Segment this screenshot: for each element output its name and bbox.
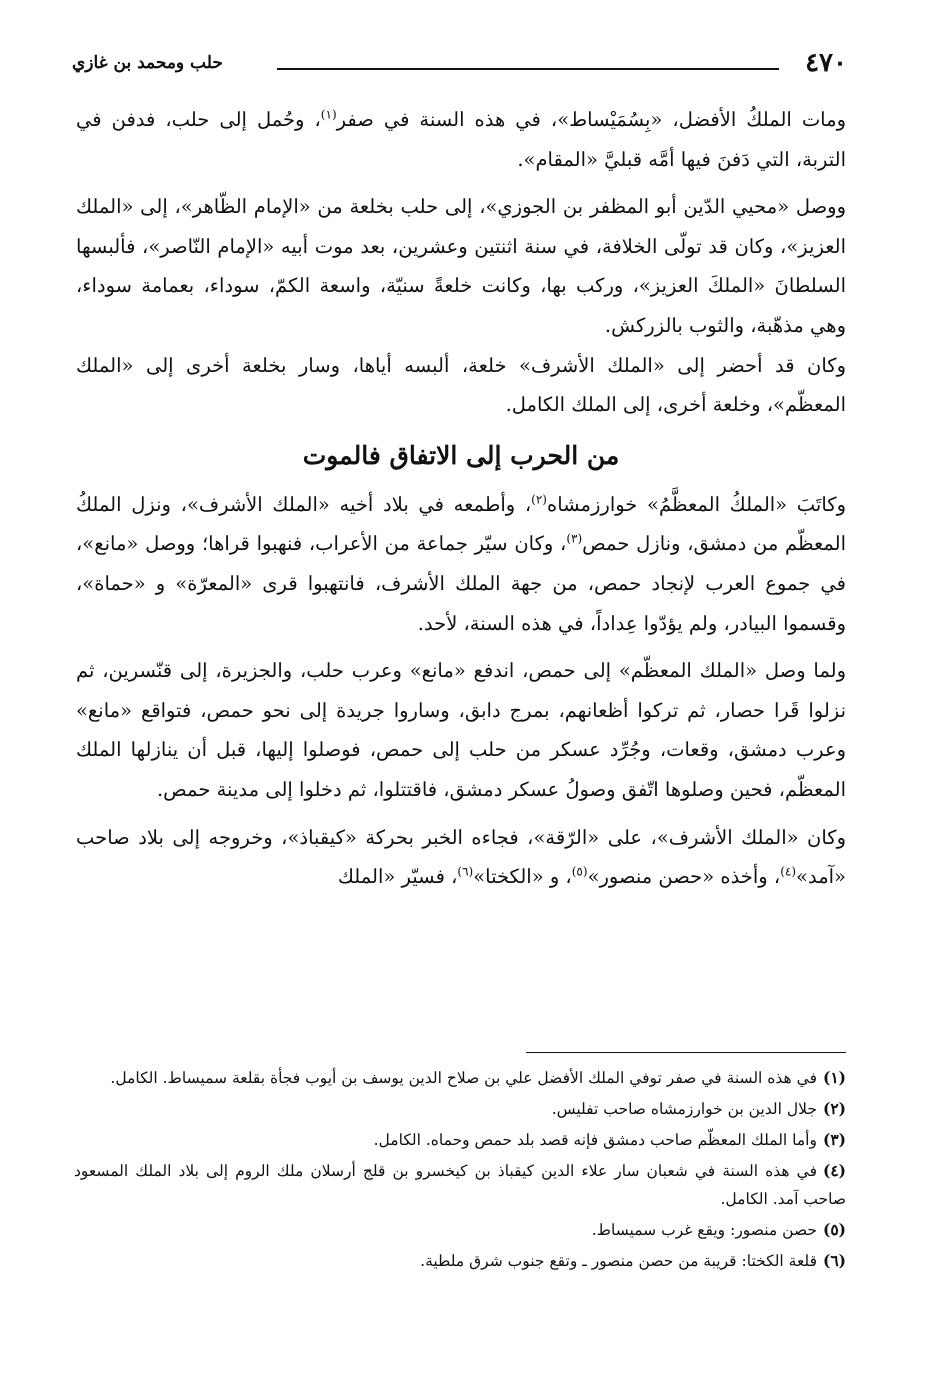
running-title: حلب ومحمد بن غازي — [72, 53, 223, 73]
footnote-ref-5[interactable]: (٥) — [571, 864, 588, 879]
section-heading: من الحرب إلى الاتفاق فالموت — [302, 440, 620, 470]
page-header — [72, 46, 847, 86]
paragraph-6: وكان «الملك الأشرف»، على «الرّقة»، فجاءه الخبر بحركة «كيقباذ»، وخروجه إلى بلاد صاحب «آمد»$^{(٤)}$، وأخذه «حصن منصور»$^{(٥)}$، و «الكختا»$^{(٦)}$، فسيّر «الملك — [76, 825, 846, 889]
footnote-ref-3[interactable]: (٣) — [566, 531, 583, 546]
footnote-2: (٢)جلال الدين بن خوارزمشاه صاحب تفليس. — [551, 1099, 846, 1118]
footnote-3: (٣)وأما الملك المعظّم صاحب دمشق فإنه قصد بلد حمص وحماه. الكامل. — [373, 1130, 846, 1149]
paragraph-5: ولما وصل «الملك المعظّم» إلى حمص، اندفع «مانع» وعرب حلب، والجزيرة، إلى قنّسرين، ثم نزلوا قَرا حصار، ثم تركوا أظعانهم، بمرج دابق، وساروا جريدة إلى نحو حمص، فتواقع «مانع» وعرب دمشق، وقعات، وجُرِّد عسكر من حلب إلى حمص، فوصلوا إليها، قبل أن ينازلها الملك المعظّم، فحين وصلوها اتّفق وصولُ عسكر دمشق، فاقتتلوا، ثم دخلوا إلى مدينة حمص. — [76, 659, 846, 801]
header-rule — [277, 68, 779, 70]
footnote-6: (٦)قلعة الكختا: قريبة من حصن منصور ـ وتقع جنوب شرق ملطية. — [420, 1251, 846, 1270]
footnote-separator — [526, 1052, 846, 1053]
page-number: ٤٧٠ — [805, 48, 847, 78]
footnote-ref-2[interactable]: (٢) — [531, 492, 547, 507]
paragraph-3: وكان قد أحضر إلى «الملك الأشرف» خلعة، ألبسه أياها، وسار بخلعة أخرى إلى «الملك المعظّم»، وخلعة أخرى، إلى الملك الكامل. — [76, 353, 846, 417]
footnote-4: (٤)في هذه السنة في شعبان سار علاء الدين كيقباذ بن كيخسرو بن قلج أرسلان ملك الروم إلى بلاد الملك المسعود صاحب آمد. الكامل. — [74, 1161, 846, 1208]
paragraph-2: ووصل «محيي الدّين أبو المظفر بن الجوزي»، إلى حلب بخلعة من «الإمام الظّاهر»، إلى «الملك العزيز»، وكان قد تولّى الخلافة، في سنة اثنتين وعشرين، بعد موت أبيه «الإمام النّاصر»، فألبسها السلطانَ «الملكَ العزيز»، وركب بها، وكانت خلعةً سنيّة، واسعة الكمّ، سوداء، بعمامة سوداء، وهي مذهّبة، والثوب بالزركش. — [76, 195, 846, 337]
paragraph-1: ومات الملكُ الأفضل، «بِسُمَيْساط»، في هذه السنة في صفر$^{(١)}$، وحُمل إلى حلب، فدفن في التربة، التي دَفنَ فيها أمَّه قبليَّ «المقام». — [76, 107, 846, 171]
footnote-1: (١)في هذه السنة في صفر توفي الملك الأفضل علي بن صلاح الدين يوسف بن أيوب فجأة بقلعة سميساط. الكامل. — [110, 1068, 846, 1087]
footnote-ref-1[interactable]: (١) — [320, 107, 337, 122]
footnote-ref-6[interactable]: (٦) — [457, 864, 474, 879]
footnote-5: (٥)حصن منصور: ويقع غرب سميساط. — [591, 1220, 846, 1239]
footnote-ref-4[interactable]: (٤) — [780, 864, 797, 879]
footnotes-list — [74, 1064, 846, 1278]
body-text — [76, 100, 846, 905]
paragraph-4: وكاتَبَ «الملكُ المعظَّمُ» خوارزمشاه$^{(٢)}$، وأطمعه في بلاد أخيه «الملك الأشرف»، ونزل الملكُ المعظّم من دمشق، ونازل حمص$^{(٣)}$، وكان سيّر جماعة من الأعراب، فنهبوا قراها؛ ووصل «مانع»، في جموع العرب لإنجاد حمص، من جهة الملك الأشرف، فانتهبوا قرى «المعرّة» و «حماة»، وقسموا البيادر، ولم يؤدّوا عِداداً، في هذه السنة، لأحد. — [76, 492, 847, 635]
